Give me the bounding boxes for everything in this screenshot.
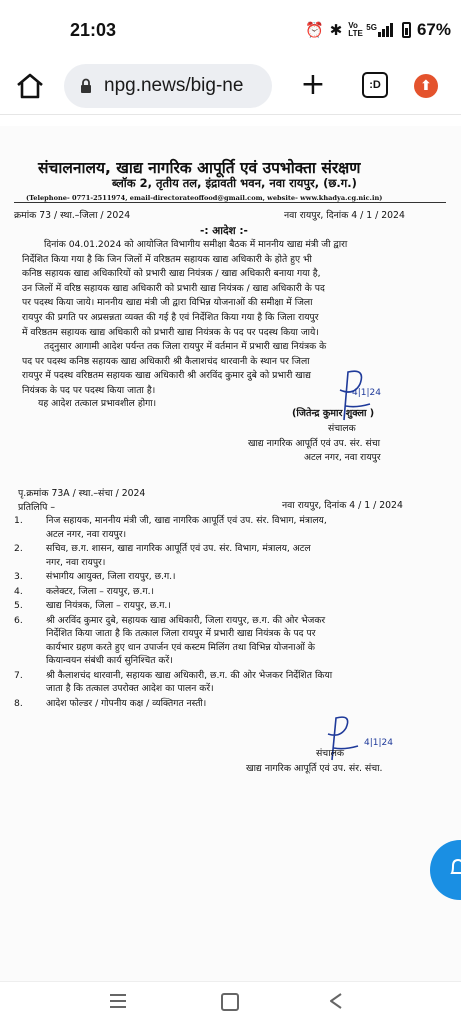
alarm-icon: ⏰ [305,22,324,39]
place-date-2: नवा रायपुर, दिनांक 4 / 1 / 2024 [282,500,403,511]
back-button[interactable] [328,992,344,1010]
home-nav-button[interactable] [221,993,239,1011]
bluetooth-icon: ✱ [329,22,343,39]
5g-signal-icon: 5G [366,23,396,37]
url-text: npg.news/big-ne [104,75,244,96]
body-line: नियंत्रक के पद पर पदस्थ किया जाता है। [22,384,156,396]
body-line: पद पर पदस्थ कनिष्ठ सहायक खाद्य अधिकारी श्री कैलाशचंद थारवानी के स्थान पर जिला [22,355,310,367]
ref-number: क्रमांक 73 / स्था.–जिला / 2024 [14,210,131,221]
plus-icon: + [300,67,326,102]
doc-contact: (Telephone- 0771-2511974, email-directorateoffood@gmail.com, website- www.khadya.cg.nic.in) [26,194,383,202]
list-item: 8. आदेश फोल्डर / गोपनीय कक्ष / व्यक्तिगत नस्ती। [14,697,207,709]
footer-signatory [246,746,382,776]
header-rule [14,202,446,203]
status-time: 21:03 [70,20,117,40]
new-tab-button[interactable] [298,67,328,102]
url-bar[interactable] [64,64,272,108]
signatory-org: खाद्य नागरिक आपूर्ति एवं उप. संर. संचा [248,437,380,449]
effective-line: यह आदेश तत्काल प्रभावशील होगा। [38,398,157,409]
body-line: तद्नुसार आगामी आदेश पर्यन्त तक जिला रायपुर में वर्तमान में प्रभारी खाद्य नियंत्रक के [44,341,327,353]
list-item: 1. निज सहायक, माननीय मंत्री जी, खाद्य नागरिक आपूर्ति एवं उप. संर. विभाग, मंत्रालय, अटल नगर, नवा रायपुर। [14,515,327,540]
battery-percent: 67% [416,20,451,39]
home-button[interactable] [14,70,46,102]
body-line: पर पदस्थ किया जाये। माननीय खाद्य मंत्री जी द्वारा विभिन्न योजनाओं की समीक्षा में जिला [22,297,313,309]
body-line: निर्देशित किया गया है कि जिन जिलों में वरिष्ठतम सहायक खाद्य अधिकारी के होते हुए भी [22,253,312,265]
signatory-title: संचालक [328,423,356,434]
copy-to-label: प्रतिलिपि – [18,502,56,513]
body-line: रायपुर में पदस्थ वरिष्ठतम सहायक खाद्य अधिकारी श्री अरविंद कुमार दुबे को प्रभारी खाद्य [22,370,311,382]
update-button[interactable] [414,74,438,98]
signatory-block [248,422,381,466]
list-item: 4. कलेक्टर, जिला – रायपुर, छ.ग.। [14,585,154,597]
ref-number-2: पृ.क्रमांक 73A / स्था.–संचा / 2024 [18,488,146,499]
home-icon [14,70,46,102]
body-line: में वरिष्ठतम सहायक खाद्य अधिकारी को प्रभारी खाद्य नियंत्रक के पद पर पदस्थ किया जाये। [22,326,319,338]
body-line: दिनांक 04.01.2024 को आयोजित विभागीय समीक्षा बैठक में माननीय खाद्य मंत्री जी द्वारा [44,239,348,250]
list-item: 3. संभागीय आयुक्त, जिला रायपुर, छ.ग.। [14,571,176,582]
bell-icon [450,857,461,879]
system-nav-bar [0,981,461,1025]
volte-icon: Vo LTE [348,21,363,38]
status-icons [305,20,451,40]
sign-date-1: 4|1|24 [352,388,381,398]
lock-icon [80,78,92,94]
body-line: कनिष्ठ सहायक खाद्य अधिकारियों को प्रभारी खाद्य नियंत्रक / खाद्य अधिकारी बनाया गया है, [22,268,321,280]
tab-switcher-button[interactable]: :D [362,72,388,98]
arrow-up-icon: ⬆ [420,78,432,94]
doc-title: संचालनालय, खाद्य नागरिक आपूर्ति एवं उपभोक्ता संरक्षण [38,159,361,177]
place-date: नवा रायपुर, दिनांक 4 / 1 / 2024 [284,210,405,221]
copy-list [14,514,450,711]
status-bar [0,0,461,58]
browser-toolbar [0,58,461,115]
footer-title: संचालक [316,748,345,759]
list-item: 5. खाद्य नियंत्रक, जिला – रायपुर, छ.ग.। [14,600,171,611]
list-item: 6. श्री अरविंद कुमार दुबे, सहायक खाद्य अधिकारी, जिला रायपुर, छ.ग. की ओर भेजकर निर्देशित किया जाता है कि तत्काल जिला रायपुर में प्रभारी खाद्य नियंत्रक के पद पर कार्यभार ग्रहण करते हुए धान उपार्जन एवं कस्टम मिलिंग तथा विभिन्न योजनाओं के कियान्वयन संबंधी कार्य सुनिश्चित करें। [14,614,326,666]
doc-subtitle: ब्लॉक 2, तृतीय तल, इंद्रावती भवन, नवा रायपुर, (छ.ग.) [112,176,357,190]
signatory-address: अटल नगर, नवा रायपुर [304,452,381,464]
document-image[interactable] [0,126,461,981]
body-line: उन जिलों में वरिष्ठ सहायक खाद्य अधिकारी को प्रभारी खाद्य नियंत्रक / खाद्य अधिकारी के पद [22,282,325,294]
footer-org: खाद्य नागरिक आपूर्ति एवं उप. संर. संचा. [246,763,383,774]
order-heading: -: आदेश :- [200,225,248,237]
list-item: 2. सचिव, छ.ग. शासन, खाद्य नागरिक आपूर्ति एवं उप. संर. विभाग, मंत्रालय, अटल नगर, नवा रायपुर। [14,543,311,568]
body-line: रायपुर की प्रगति पर अप्रसन्नता व्यक्त की गई है एवं निर्देशित किया गया है कि जिला रायपुर [22,311,319,323]
signatory-name: (जितेन्द्र कुमार शुक्ला ) [292,408,375,419]
battery-icon [402,22,411,38]
list-item: 7. श्री कैलाशचंद थारवानी, सहायक खाद्य अधिकारी, छ.ग. की ओर भेजकर निर्देशित किया जाता है कि तत्काल उपरोक्त आदेश का पालन करें। [14,669,333,694]
recents-button[interactable] [110,994,126,1008]
sign-date-2: 4|1|24 [364,738,393,748]
